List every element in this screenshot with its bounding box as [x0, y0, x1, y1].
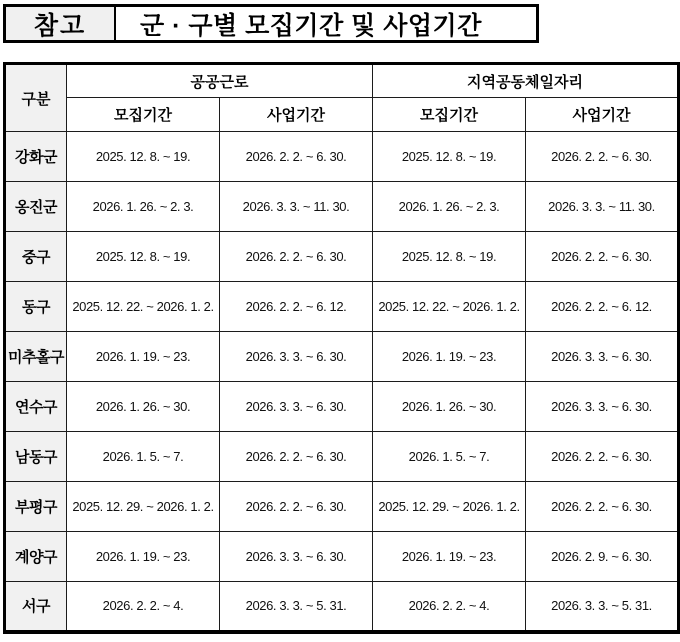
period-cell: 2026. 3. 3. ~ 6. 30. — [220, 332, 373, 382]
period-cell: 2026. 3. 3. ~ 6. 30. — [220, 532, 373, 582]
period-cell: 2026. 3. 3. ~ 6. 30. — [526, 332, 679, 382]
period-cell: 2025. 12. 8. ~ 19. — [373, 232, 526, 282]
table-row — [5, 382, 679, 432]
period-cell: 2026. 2. 2. ~ 6. 12. — [526, 282, 679, 332]
period-cell: 2025. 12. 29. ~ 2026. 1. 2. — [373, 482, 526, 532]
period-cell: 2026. 2. 2. ~ 6. 30. — [220, 432, 373, 482]
periods-table — [3, 62, 680, 634]
period-cell: 2026. 1. 5. ~ 7. — [67, 432, 220, 482]
reference-badge: 참고 — [6, 7, 116, 40]
subheader-business-1: 사업기간 — [220, 98, 373, 132]
period-cell: 2026. 2. 2. ~ 6. 30. — [526, 432, 679, 482]
district-cell: 강화군 — [5, 132, 67, 182]
subheader-recruitment-2: 모집기간 — [373, 98, 526, 132]
period-cell: 2026. 2. 9. ~ 6. 30. — [526, 532, 679, 582]
table-row — [5, 482, 679, 532]
period-cell: 2026. 2. 2. ~ 6. 30. — [220, 132, 373, 182]
period-cell: 2025. 12. 8. ~ 19. — [67, 132, 220, 182]
period-cell: 2026. 2. 2. ~ 6. 30. — [526, 232, 679, 282]
period-cell: 2026. 2. 2. ~ 6. 30. — [526, 482, 679, 532]
period-cell: 2025. 12. 29. ~ 2026. 1. 2. — [67, 482, 220, 532]
table-row — [5, 532, 679, 582]
period-cell: 2026. 2. 2. ~ 6. 12. — [220, 282, 373, 332]
table-row — [5, 282, 679, 332]
period-cell: 2026. 1. 26. ~ 2. 3. — [373, 182, 526, 232]
title-bar — [3, 4, 539, 43]
district-cell: 옹진군 — [5, 182, 67, 232]
period-cell: 2025. 12. 8. ~ 19. — [373, 132, 526, 182]
table-row — [5, 182, 679, 232]
header-row-groups — [5, 64, 679, 98]
district-cell: 계양구 — [5, 532, 67, 582]
district-cell: 연수구 — [5, 382, 67, 432]
period-cell: 2026. 3. 3. ~ 6. 30. — [526, 382, 679, 432]
period-cell: 2026. 3. 3. ~ 5. 31. — [526, 582, 679, 632]
period-cell: 2026. 3. 3. ~ 11. 30. — [526, 182, 679, 232]
district-cell: 부평구 — [5, 482, 67, 532]
table-row — [5, 582, 679, 632]
period-cell: 2026. 1. 19. ~ 23. — [67, 332, 220, 382]
period-cell: 2026. 1. 26. ~ 2. 3. — [67, 182, 220, 232]
table-row — [5, 432, 679, 482]
group-header-community-jobs: 지역공동체일자리 — [373, 64, 679, 98]
period-cell: 2026. 3. 3. ~ 11. 30. — [220, 182, 373, 232]
period-cell: 2026. 1. 26. ~ 30. — [373, 382, 526, 432]
group-header-public-works: 공공근로 — [67, 64, 373, 98]
table-body — [5, 132, 679, 632]
period-cell: 2026. 3. 3. ~ 6. 30. — [220, 382, 373, 432]
table-header — [5, 64, 679, 132]
period-cell: 2025. 12. 22. ~ 2026. 1. 2. — [373, 282, 526, 332]
period-cell: 2026. 1. 19. ~ 23. — [373, 332, 526, 382]
period-cell: 2026. 1. 19. ~ 23. — [373, 532, 526, 582]
district-cell: 미추홀구 — [5, 332, 67, 382]
period-cell: 2026. 1. 26. ~ 30. — [67, 382, 220, 432]
period-cell: 2026. 2. 2. ~ 6. 30. — [220, 232, 373, 282]
table-row — [5, 132, 679, 182]
corner-header-cell: 구분 — [5, 64, 67, 132]
period-cell: 2025. 12. 22. ~ 2026. 1. 2. — [67, 282, 220, 332]
period-cell: 2026. 2. 2. ~ 4. — [67, 582, 220, 632]
subheader-recruitment-1: 모집기간 — [67, 98, 220, 132]
district-cell: 남동구 — [5, 432, 67, 482]
period-cell: 2026. 2. 2. ~ 4. — [373, 582, 526, 632]
header-row-subcolumns — [5, 98, 679, 132]
period-cell: 2026. 1. 5. ~ 7. — [373, 432, 526, 482]
period-cell: 2026. 2. 2. ~ 6. 30. — [526, 132, 679, 182]
table-row — [5, 232, 679, 282]
table-row — [5, 332, 679, 382]
period-cell: 2026. 3. 3. ~ 5. 31. — [220, 582, 373, 632]
district-cell: 동구 — [5, 282, 67, 332]
page-title: 군 · 구별 모집기간 및 사업기간 — [140, 11, 482, 40]
period-cell: 2025. 12. 8. ~ 19. — [67, 232, 220, 282]
district-cell: 서구 — [5, 582, 67, 632]
period-cell: 2026. 1. 19. ~ 23. — [67, 532, 220, 582]
period-cell: 2026. 2. 2. ~ 6. 30. — [220, 482, 373, 532]
district-cell: 중구 — [5, 232, 67, 282]
subheader-business-2: 사업기간 — [526, 98, 679, 132]
